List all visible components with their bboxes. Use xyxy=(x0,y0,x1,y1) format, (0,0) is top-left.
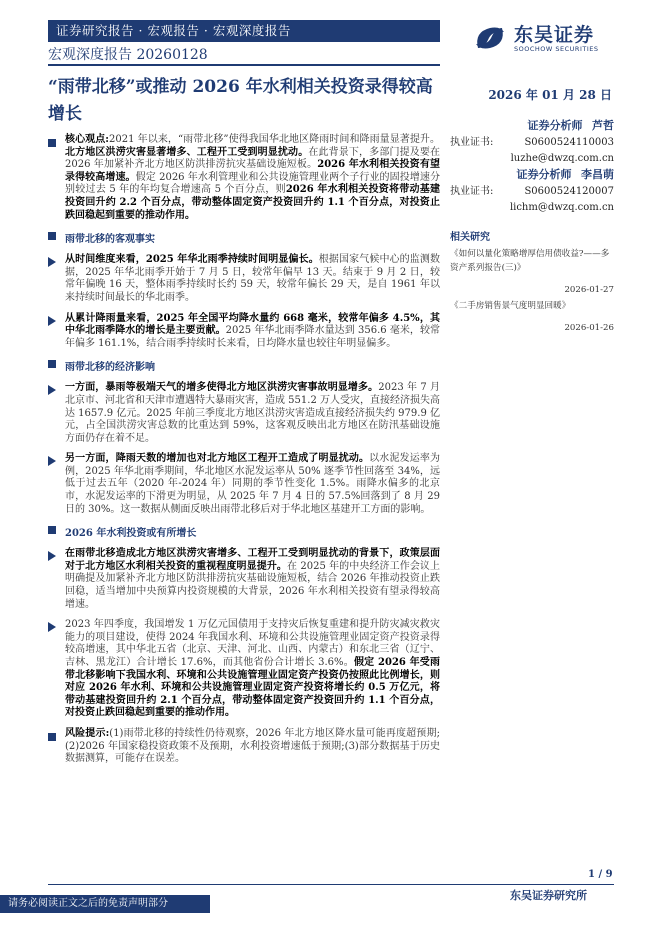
company-logo xyxy=(470,18,620,64)
disclaimer-banner: 请务必阅读正文之后的免责声明部分 xyxy=(0,895,210,913)
section-heading: 2026 年水利投资或有所增长 xyxy=(48,524,440,539)
analyst-card: 证券分析师 李昌萌 执业证书: S0600524120007 lichm@dwzq.com.cn xyxy=(450,167,614,216)
arrow-bullet-icon xyxy=(48,257,56,267)
report-date: 2026 年 01 月 28 日 xyxy=(488,88,612,102)
logo-english: SOOCHOW SECURITIES xyxy=(514,45,599,53)
main-content xyxy=(48,134,440,774)
list-item: 一方面，暴雨等极端天气的增多使得北方地区洪涝灾害事故明显增多。2023 年 7 月北京市、河北省和天津市遭遇特大暴雨灾害，造成 551.2 万人受灾，直接经济损失高达 1657.9 亿元。2025 年前三季度北方地区洪涝灾害造成直接经济损失约 979.9 亿元，占全国洪涝灾害总数的比重达到 59%，这客观反映出北方地区在防汛基础设施方面仍存在着不足。 xyxy=(48,382,440,445)
analyst-email[interactable]: lichm@dwzq.com.cn xyxy=(509,202,614,213)
related-report-date: 2026-01-26 xyxy=(564,323,614,333)
sidebar xyxy=(450,118,614,333)
risk-warning: 风险提示:(1)雨带北移的持续性仍待观察，2026 年北方地区降水量可能再度超预期;(2)2026 年国家稳投资政策不及预期，水利投资增速低于预期;(3)部分数据基于历史数据测算，可能存在误差。 xyxy=(48,728,440,766)
core-view-text: 核心观点:2021 年以来，“雨带北移”使得我国华北地区降雨时间和降雨量显著提升。北方地区洪涝灾害显著增多、工程开工受到明显扰动。在此背景下，多部门提及要在 2026 年加紧补齐北方地区防洪排涝抗灾基础设施短板。2026 年水利相关投资有望录得较高增速。假定 2026 年水利管理业和公共设施管理业两个子行业的固投增速分别较过去 5 年的年均复合增速高 5 个百分点，则2026 年水利相关投资将带动基建投资回升约 2.2 个百分点，带动整体固定资产投资回升约 1.1 个百分点，对投资止跌回稳起到重要的推动作用。 xyxy=(65,134,441,221)
square-bullet-icon xyxy=(48,139,56,147)
logo-name: 东吴证券 xyxy=(514,24,595,46)
section-heading: 雨带北移的客观事实 xyxy=(48,230,440,245)
arrow-bullet-icon xyxy=(48,385,56,395)
related-research-heading: 相关研究 xyxy=(450,232,490,243)
square-bullet-icon xyxy=(48,526,56,534)
report-category-bar: 证券研究报告 · 宏观报告 · 宏观深度报告 xyxy=(48,20,440,42)
related-report-date: 2026-01-27 xyxy=(564,285,614,295)
list-item: 2023 年四季度，我国增发 1 万亿元国债用于支持灾后恢复重建和提升防灾减灾救灾能力的项目建设，使得 2024 年我国水利、环境和公共设施管理业固定资产投资录得较高增速，其中华北五省（北京、天津、河北、山西、内蒙古）和东北三省（辽宁、吉林、黑龙江）合计增长 17.6%，而其他省份合计增长 3.6%。假定 2026 年受雨带北移影响下我国水利、环境和公共设施管理业固定资产投资仍按照此比例增长，则对应 2026 年水利、环境和公共设施管理业固定资产投资将增长约 0.5 万亿元，将带动基建投资回升约 2.1 个百分点，带动整体固定资产投资回升约 1.1 个百分点，对投资止跌回稳起到重要的推动作用。 xyxy=(48,619,440,720)
arrow-bullet-icon xyxy=(48,551,56,561)
footer-institute: 东吴证券研究所 xyxy=(510,889,587,902)
square-bullet-icon xyxy=(48,232,56,240)
arrow-bullet-icon xyxy=(48,622,56,632)
page-number: 1 / 9 xyxy=(588,869,613,880)
report-title: “雨带北移”或推动 2026 年水利相关投资录得较高增长 xyxy=(48,77,433,124)
list-item: 在雨带北移造成北方地区洪涝灾害增多、工程开工受到明显扰动的背景下，政策层面对于北方地区水利相关投资的重视程度明显提升。在 2025 年的中央经济工作会议上明确提及加紧补齐北方地区防洪排涝抗灾基础设施短板，结合 2026 年推动投资止跌回稳，适当增加中央预算内投资规模的大背景，2026 年水利相关投资有望录得较高增速。 xyxy=(48,548,440,611)
list-item: 另一方面，降雨天数的增加也对北方地区工程开工造成了明显扰动。以水泥发运率为例，2025 年华北雨季期间，华北地区水泥发运率从 50% 逐季节性回落至 34%，远低于过去五年（2020 年-2024 年）同期的季节性变化 1.5%。雨降水偏多的北京市，水泥发运率的下滑更为明显，从 2025 年 7 月 4 日的 57.5%回落到了 8 月 29 日的 30%。这一数据从侧面反映出雨带北移后对于华北地区基建开工方面的影响。 xyxy=(48,453,440,516)
footer-divider xyxy=(48,884,614,885)
section-heading: 雨带北移的经济影响 xyxy=(48,358,440,373)
square-bullet-icon xyxy=(48,733,56,741)
report-type-label: 宏观深度报告 20260128 xyxy=(48,46,440,66)
related-report-link[interactable]: 《二手房销售景气度明显回暖》 xyxy=(450,301,571,311)
related-report-link[interactable]: 《如何以量化策略增厚信用债收益?——多资产系列报告(三)》 xyxy=(450,249,610,273)
square-bullet-icon xyxy=(48,360,56,368)
list-item: 从累计降雨量来看，2025 年全国平均降水量约 668 毫米，较常年偏多 4.5%，其中华北雨季降水的增长是主要贡献。2025 年华北雨季降水量达到 356.6 毫米，较常年偏多 161.1%，结合雨季持续时长来看，日均降水量也较往年明显偏多。 xyxy=(48,313,440,351)
arrow-bullet-icon xyxy=(48,316,56,326)
arrow-bullet-icon xyxy=(48,456,56,466)
logo-mark-icon xyxy=(470,18,510,58)
core-view xyxy=(48,134,440,222)
list-item: 从时间维度来看，2025 年华北雨季持续时间明显偏长。根据国家气候中心的监测数据，2025 年华北雨季开始于 7 月 5 日，较常年偏早 13 天。结束于 9 月 2 日，较常年偏晚 16 天，整体雨季持续时长约 59 天，较常年偏长 29 天，是自 1961 年以来持续时间最长的华北雨季。 xyxy=(48,254,440,304)
analyst-card: 证券分析师 芦哲 执业证书: S0600524110003 luzhe@dwzq.com.cn xyxy=(450,118,614,167)
analyst-email[interactable]: luzhe@dwzq.com.cn xyxy=(510,153,614,164)
